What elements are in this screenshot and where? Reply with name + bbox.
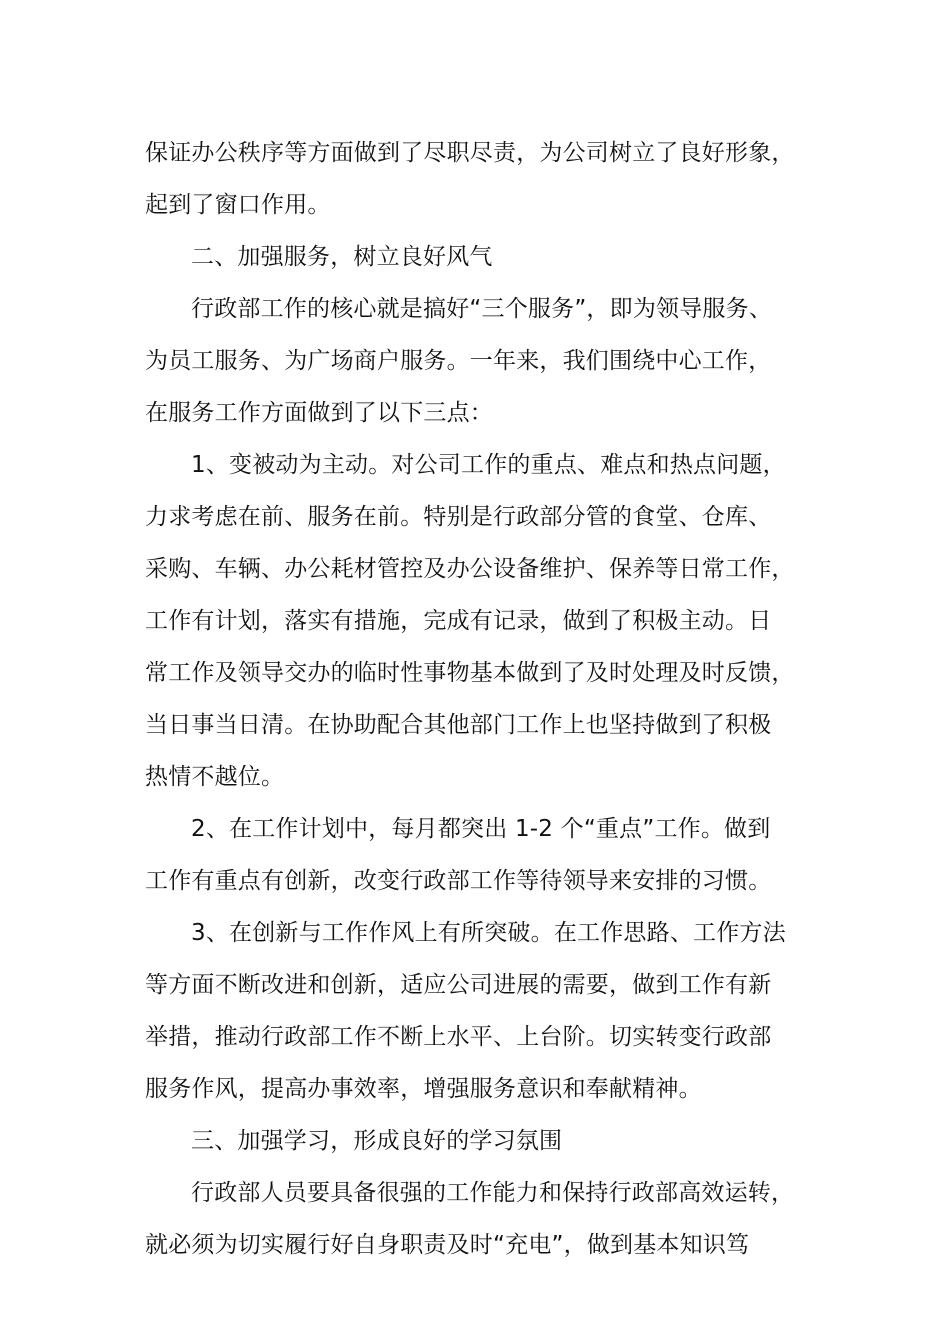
text-line-22: 就必须为切实履行好自身职责及时“充电”，做到基本知识笃 [145, 1232, 750, 1258]
list-item-3-line-1: 3、在创新与工作作风上有所突破。在工作思路、工作方法 [191, 920, 786, 946]
list-item-2-line-1: 2、在工作计划中，每月都突出 1-2 个“重点”工作。做到 [191, 816, 771, 842]
list-item-1-line-4: 工作有计划，落实有措施，完成有记录，做到了积极主动。日 [145, 608, 772, 634]
text-line-6: 在服务工作方面做到了以下三点： [145, 400, 493, 426]
text-line-2: 起到了窗口作用。 [145, 192, 331, 218]
list-item-1-line-2: 力求考虑在前、服务在前。特别是行政部分管的食堂、仓库、 [145, 504, 772, 530]
text-line-21: 行政部人员要具备很强的工作能力和保持行政部高效运转， [191, 1180, 795, 1206]
section-heading-3: 三、加强学习，形成良好的学习氛围 [191, 1128, 563, 1154]
list-item-1-line-5: 常工作及领导交办的临时性事物基本做到了及时处理及时反馈， [145, 660, 795, 686]
list-item-3-line-3: 举措，推动行政部工作不断上水平、上台阶。切实转变行政部 [145, 1024, 772, 1050]
section-heading-2: 二、加强服务，树立良好风气 [191, 244, 493, 270]
list-item-1-line-3: 采购、车辆、办公耗材管控及办公设备维护、保养等日常工作， [145, 556, 795, 582]
list-item-1-line-1: 1、变被动为主动。对公司工作的重点、难点和热点问题， [191, 452, 786, 478]
list-item-3-line-2: 等方面不断改进和创新，适应公司进展的需要，做到工作有新 [145, 972, 772, 998]
list-item-1-line-6: 当日事当日清。在协助配合其他部门工作上也坚持做到了积极 [145, 712, 772, 738]
text-line-5: 为员工服务、为广场商户服务。一年来，我们围绕中心工作， [145, 348, 772, 374]
text-line-1: 保证办公秩序等方面做到了尽职尽责，为公司树立了良好形象， [145, 140, 795, 166]
document-body [145, 127, 835, 1271]
list-item-2-line-2: 工作有重点有创新，改变行政部工作等待领导来安排的习惯。 [145, 868, 772, 894]
list-item-1-line-7: 热情不越位。 [145, 764, 285, 790]
text-line-4: 行政部工作的核心就是搞好“三个服务”，即为领导服务、 [191, 296, 773, 322]
list-item-3-line-4: 服务作风，提高办事效率，增强服务意识和奉献精神。 [145, 1076, 702, 1102]
